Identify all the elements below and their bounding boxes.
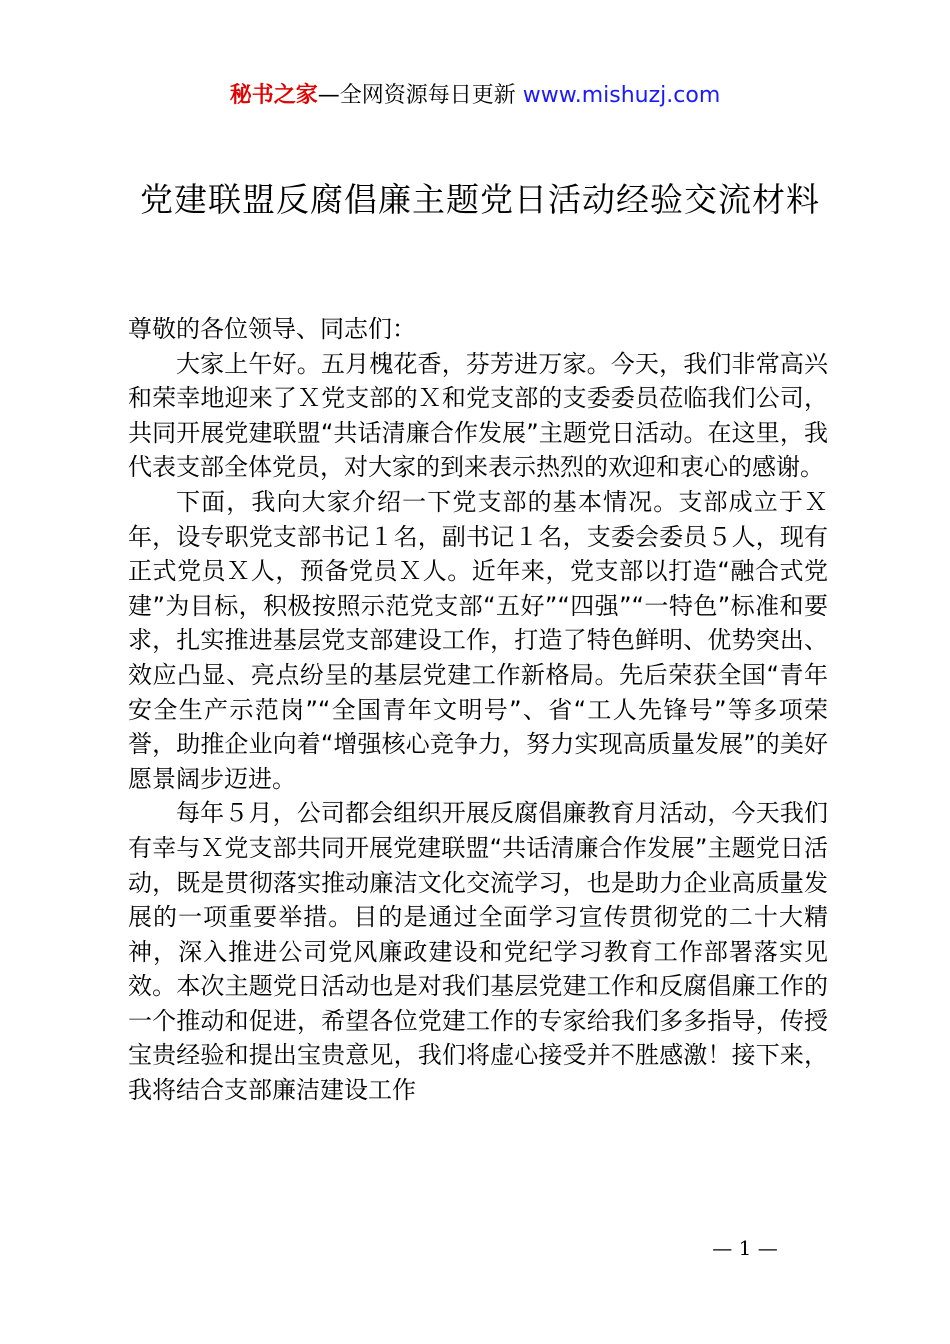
paragraph-activity-purpose: 每年５月，公司都会组织开展反腐倡廉教育月活动，今天我们有幸与Ｘ党支部共同开展党建联盟“共话清廉合作发展”主题党日活动，既是贯彻落实推动廉洁文化交流学习，也是助力企业高质量发展的一项重要举措。目的是通过全面学习宣传贯彻党的二十大精神，深入推进公司党风廉政建设和党纪学习教育工作部署落实见效。本次主题党日活动也是对我们基层党建工作和反腐倡廉工作的一个推动和促进，希望各位党建工作的专家给我们多多指导，传授宝贵经验和提出宝贵意见，我们将虚心接受并不胜感激！接下来，我将结合支部廉洁建设工作	[128, 799, 828, 1105]
paragraph-welcome: 大家上午好。五月槐花香，芬芳进万家。今天，我们非常高兴和荣幸地迎来了Ｘ党支部的Ｘ和党支部的支委委员莅临我们公司，共同开展党建联盟“共话清廉合作发展”主题党日活动。在这里，我代表支部全体党员，对大家的到来表示热烈的欢迎和衷心的感谢。	[128, 349, 828, 482]
site-tagline: —全网资源每日更新	[317, 83, 516, 108]
site-header	[0, 80, 950, 112]
salutation: 尊敬的各位领导、同志们：	[128, 315, 416, 343]
page-number: — 1 —	[712, 1236, 778, 1260]
document-body	[128, 312, 828, 1108]
paragraph-branch-overview: 下面，我向大家介绍一下党支部的基本情况。支部成立于Ｘ年，设专职党支部书记１名，副书记１名，支委会委员５人，现有正式党员Ｘ人，预备党员Ｘ人。近年来，党支部以打造“融合式党建”为目标，积极按照示范党支部“五好”“四强”“一特色”标准和要求，扎实推进基层党支部建设工作，打造了特色鲜明、优势突出、效应凸显、亮点纷呈的基层党建工作新格局。先后荣获全国“青年安全生产示范岗”“全国青年文明号”、省“工人先锋号”等多项荣誉，助推企业向着“增强核心竞争力，努力实现高质量发展”的美好愿景阔步迈进。	[128, 487, 828, 793]
site-brand: 秘书之家	[229, 83, 318, 108]
document-title: 党建联盟反腐倡廉主题党日活动经验交流材料	[140, 180, 820, 219]
site-url-link[interactable]: www.mishuzj.com	[522, 83, 721, 108]
